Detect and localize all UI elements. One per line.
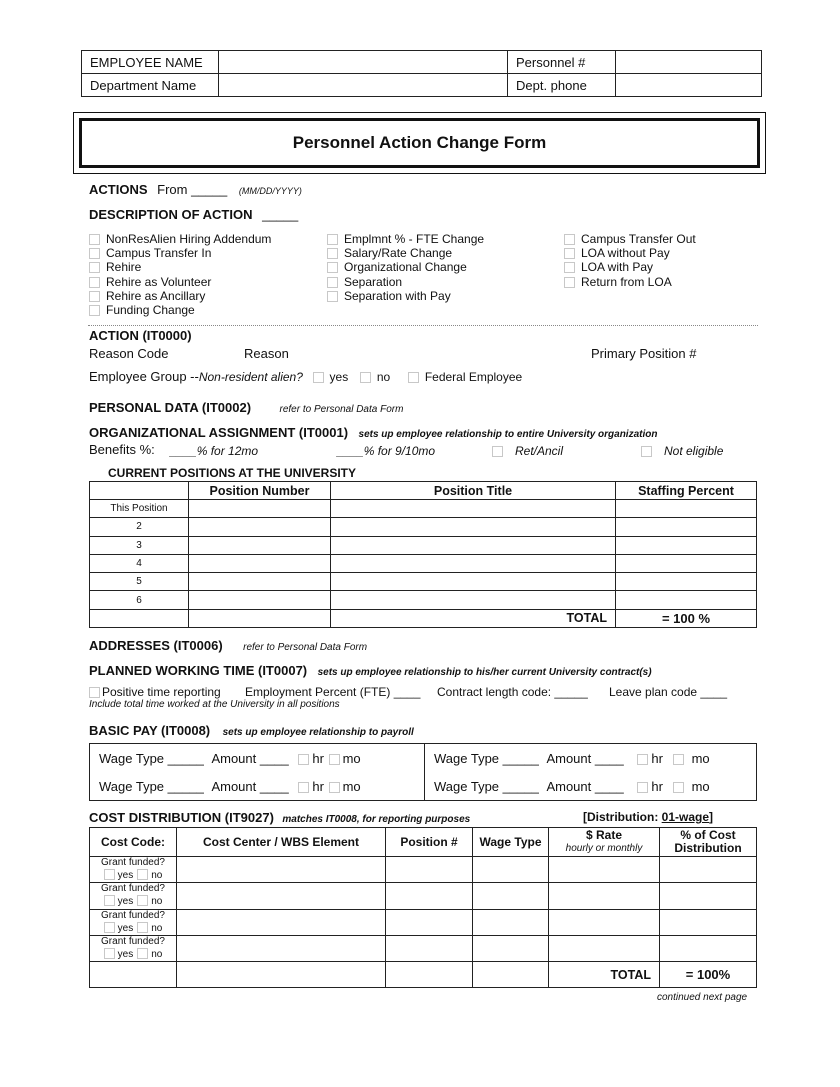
distribution-label: [Distribution: 01-wage] — [583, 810, 714, 824]
non-resident-label: Non-resident alien? — [198, 370, 303, 384]
yes-checkbox[interactable] — [313, 372, 324, 383]
no-checkbox[interactable] — [360, 372, 371, 383]
primary-position-label: Primary Position # — [591, 346, 697, 361]
reason-code-label: Reason Code — [89, 346, 169, 361]
cost-distribution-note: matches IT0008, for reporting purposes — [282, 814, 471, 825]
personnel-no-field[interactable] — [616, 51, 762, 74]
table-row: 6 — [90, 591, 757, 609]
contract-length-field[interactable]: Contract length code: _____ — [437, 685, 588, 699]
col-staffing-percent: Staffing Percent — [616, 482, 757, 500]
description-blank[interactable]: _____ — [262, 207, 299, 222]
checkbox[interactable] — [564, 234, 575, 245]
benefits-910mo[interactable]: ____% for 9/10mo — [337, 444, 436, 458]
wage-entry[interactable]: Wage Type _____ Amount ____ hr mo — [425, 744, 757, 773]
table-row: Grant funded? yes no — [90, 883, 757, 909]
addresses-label: ADDRESSES (IT0006) — [89, 638, 223, 653]
include-note: Include total time worked at the University in all positions — [89, 699, 340, 710]
description-label: DESCRIPTION OF ACTION — [89, 207, 253, 222]
list-item[interactable]: Emplmnt % - FTE Change — [327, 232, 484, 246]
basic-pay-table — [89, 743, 757, 801]
org-assignment-label: ORGANIZATIONAL ASSIGNMENT (IT0001) — [89, 425, 349, 440]
planned-time-note: sets up employee relationship to his/her current University contract(s) — [317, 667, 652, 678]
checkbox[interactable] — [327, 291, 338, 302]
total-value: = 100 % — [616, 609, 757, 627]
wage-entry[interactable]: Wage Type _____ Amount ____ hr mo — [425, 772, 757, 801]
table-row: 4 — [90, 554, 757, 572]
actions-from[interactable]: From _____ — [157, 182, 228, 197]
basic-pay-note: sets up employee relationship to payroll — [222, 727, 414, 738]
planned-time-label: PLANNED WORKING TIME (IT0007) — [89, 663, 308, 678]
department-name-label: Department Name — [82, 74, 219, 97]
checkbox[interactable] — [89, 687, 100, 698]
checkbox[interactable] — [89, 305, 100, 316]
list-item[interactable]: Rehire as Ancillary — [89, 289, 271, 303]
col-position-number: Position Number — [189, 482, 331, 500]
checkbox[interactable] — [89, 291, 100, 302]
list-item[interactable]: Separation with Pay — [327, 289, 484, 303]
table-row: 3 — [90, 536, 757, 554]
checkbox[interactable] — [89, 277, 100, 288]
benefits-label: Benefits %: — [89, 442, 155, 457]
fte-field[interactable]: Employment Percent (FTE) ____ — [245, 685, 421, 699]
date-format-hint: (MM/DD/YYYY) — [238, 186, 302, 196]
list-item[interactable]: Rehire — [89, 260, 271, 274]
dept-phone-field[interactable] — [616, 74, 762, 97]
personal-data-label: PERSONAL DATA (IT0002) — [89, 400, 252, 415]
checkbox[interactable] — [492, 446, 503, 457]
list-item[interactable]: Rehire as Volunteer — [89, 275, 271, 289]
ret-ancil[interactable]: Ret/Ancil — [492, 444, 563, 458]
federal-employee-checkbox[interactable] — [408, 372, 419, 383]
current-positions-label: CURRENT POSITIONS AT THE UNIVERSITY — [108, 466, 357, 480]
leave-plan-field[interactable]: Leave plan code ____ — [609, 685, 728, 699]
personal-data-row — [89, 399, 403, 417]
basic-pay-row — [89, 722, 414, 740]
list-item[interactable]: Organizational Change — [327, 260, 484, 274]
section-divider — [88, 325, 758, 326]
table-row: Grant funded? yes no — [90, 909, 757, 935]
department-name-field[interactable] — [219, 74, 508, 97]
cost-total-label: TOTAL — [549, 962, 660, 988]
total-row — [90, 609, 757, 627]
org-assignment-row — [89, 424, 657, 442]
list-item[interactable]: LOA with Pay — [564, 260, 696, 274]
personnel-no-label: Personnel # — [508, 51, 616, 74]
reason-label: Reason — [244, 346, 289, 361]
checkbox[interactable] — [564, 262, 575, 273]
checkbox[interactable] — [327, 248, 338, 259]
table-row: Grant funded? yes no — [90, 857, 757, 883]
not-eligible[interactable]: Not eligible — [641, 444, 723, 458]
list-item[interactable]: Separation — [327, 275, 484, 289]
checkbox[interactable] — [89, 234, 100, 245]
checkbox[interactable] — [564, 248, 575, 259]
col-position-title: Position Title — [331, 482, 616, 500]
personal-data-note: refer to Personal Data Form — [279, 404, 404, 415]
benefits-12mo[interactable]: ____% for 12mo — [170, 444, 259, 458]
total-label: TOTAL — [331, 609, 616, 627]
description-col2 — [327, 232, 484, 303]
dept-phone-label: Dept. phone — [508, 74, 616, 97]
table-row: Grant funded? yes no — [90, 935, 757, 961]
checkbox[interactable] — [564, 277, 575, 288]
action-it0000-label: ACTION (IT0000) — [89, 328, 192, 343]
list-item[interactable]: Salary/Rate Change — [327, 246, 484, 260]
employee-group-row: Employee Group --Non-resident alien? yes no Federal Employee — [89, 369, 523, 384]
list-item[interactable]: Funding Change — [89, 303, 271, 317]
description-row — [89, 207, 298, 222]
cost-total-value: = 100% — [660, 962, 757, 988]
actions-row — [89, 182, 302, 197]
org-assignment-note: sets up employee relationship to entire University organization — [358, 429, 658, 440]
description-col3 — [564, 232, 696, 289]
positive-time[interactable]: Positive time reporting — [89, 685, 221, 699]
checkbox[interactable] — [327, 277, 338, 288]
employee-name-field[interactable] — [219, 51, 508, 74]
employee-name-label: EMPLOYEE NAME — [82, 51, 219, 74]
current-positions-table — [89, 481, 757, 628]
table-row: 2 — [90, 518, 757, 536]
addresses-note: refer to Personal Data Form — [243, 642, 368, 653]
table-row: This Position — [90, 500, 757, 518]
list-item[interactable]: Campus Transfer Out — [564, 232, 696, 246]
checkbox[interactable] — [327, 234, 338, 245]
planned-time-row — [89, 662, 652, 680]
list-item[interactable]: NonResAlien Hiring Addendum — [89, 232, 271, 246]
list-item[interactable]: Campus Transfer In — [89, 246, 271, 260]
form-title: Personnel Action Change Form — [79, 118, 760, 168]
checkbox[interactable] — [89, 262, 100, 273]
description-col1 — [89, 232, 271, 317]
list-item[interactable]: Return from LOA — [564, 275, 696, 289]
addresses-row — [89, 637, 367, 655]
table-row: 5 — [90, 573, 757, 591]
cost-distribution-label: COST DISTRIBUTION (IT9027) — [89, 810, 274, 825]
employee-header-table — [81, 50, 762, 97]
checkbox[interactable] — [641, 446, 652, 457]
cost-distribution-table: Cost Code: Cost Center / WBS Element Position # Wage Type $ Rate hourly or monthly % of Cost Distribution Grant funded? yes no Grant funded? yes no Grant funded? yes no Grant funded? yes no TOTAL = 100% — [89, 827, 757, 988]
wage-entry[interactable]: Wage Type _____ Amount ____ hr mo — [90, 744, 425, 773]
wage-entry[interactable]: Wage Type _____ Amount ____ hr mo — [90, 772, 425, 801]
actions-label: ACTIONS — [89, 182, 148, 197]
continued-note: continued next page — [657, 992, 748, 1003]
cost-distribution-row — [89, 809, 470, 827]
checkbox[interactable] — [89, 248, 100, 259]
list-item[interactable]: LOA without Pay — [564, 246, 696, 260]
basic-pay-label: BASIC PAY (IT0008) — [89, 723, 211, 738]
checkbox[interactable] — [327, 262, 338, 273]
employee-group-label: Employee Group -- — [89, 369, 199, 384]
total-row — [90, 962, 757, 988]
